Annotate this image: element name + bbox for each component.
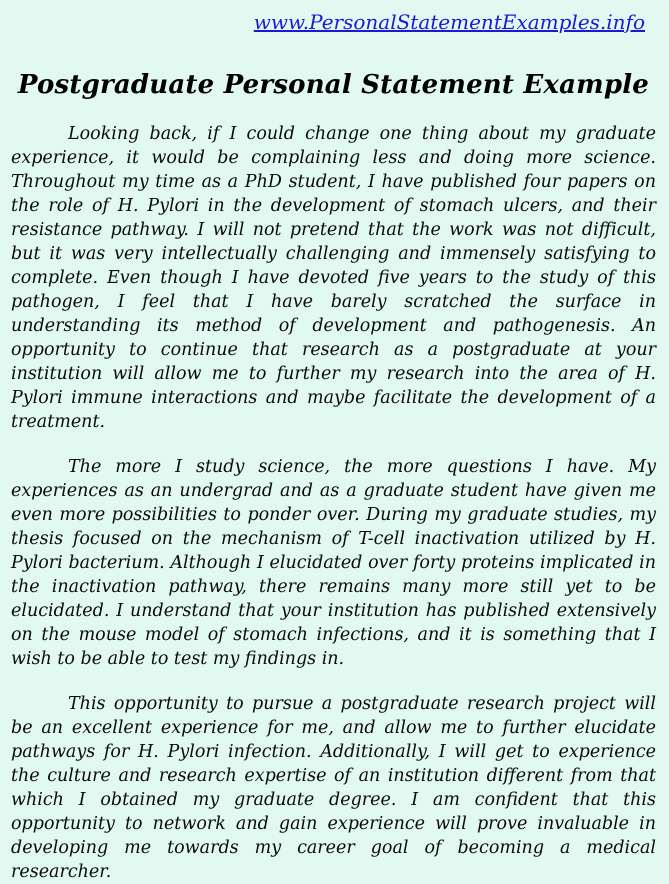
website-link[interactable]: www.PersonalStatementExamples.info [253,10,645,34]
paragraph-2: The more I study science, the more questions I have. My experiences as an undergrad and as a graduate student have given me even more possibilities to ponder over. During my graduate studies, my thesis focused on the mechanism of T-cell inactivation utilized by H. Pylori bacterium. Although I elucidated over forty proteins implicated in the inactivation pathway, there remains many more still yet to be elucidated. I understand that your institution has published extensively on the mouse model of stomach infections, and it is something that I wish to be able to test my findings in. [11,457,656,669]
page-title: Postgraduate Personal Statement Example [17,70,650,100]
paragraph-1: Looking back, if I could change one thing about my graduate experience, it would be complaining less and doing more science. Throughout my time as a PhD student, I have published four papers on the role of H. Pylori in the development of stomach ulcers, and their resistance pathway. I will not pretend that the work was not difficult, but it was very intellectually challenging and immensely satisfying to complete. Even though I have devoted five years to the study of this pathogen, I feel that I have barely scratched the surface in understanding its method of development and pathogenesis. An opportunity to continue that research as a postgraduate at your institution will allow me to further my research into the area of H. Pylori immune interactions and maybe facilitate the development of a treatment. [11,124,656,432]
header [11,10,656,34]
statement-body [11,122,656,884]
paragraph-3: This opportunity to pursue a postgraduate research project will be an excellent experience for me, and allow me to further elucidate pathways for H. Pylori infection. Additionally, I will get to experience the culture and research expertise of an institution different from that which I obtained my graduate degree. I am confident that this opportunity to network and gain experience will prove invaluable in developing me towards my career goal of becoming a medical researcher. [11,694,656,882]
